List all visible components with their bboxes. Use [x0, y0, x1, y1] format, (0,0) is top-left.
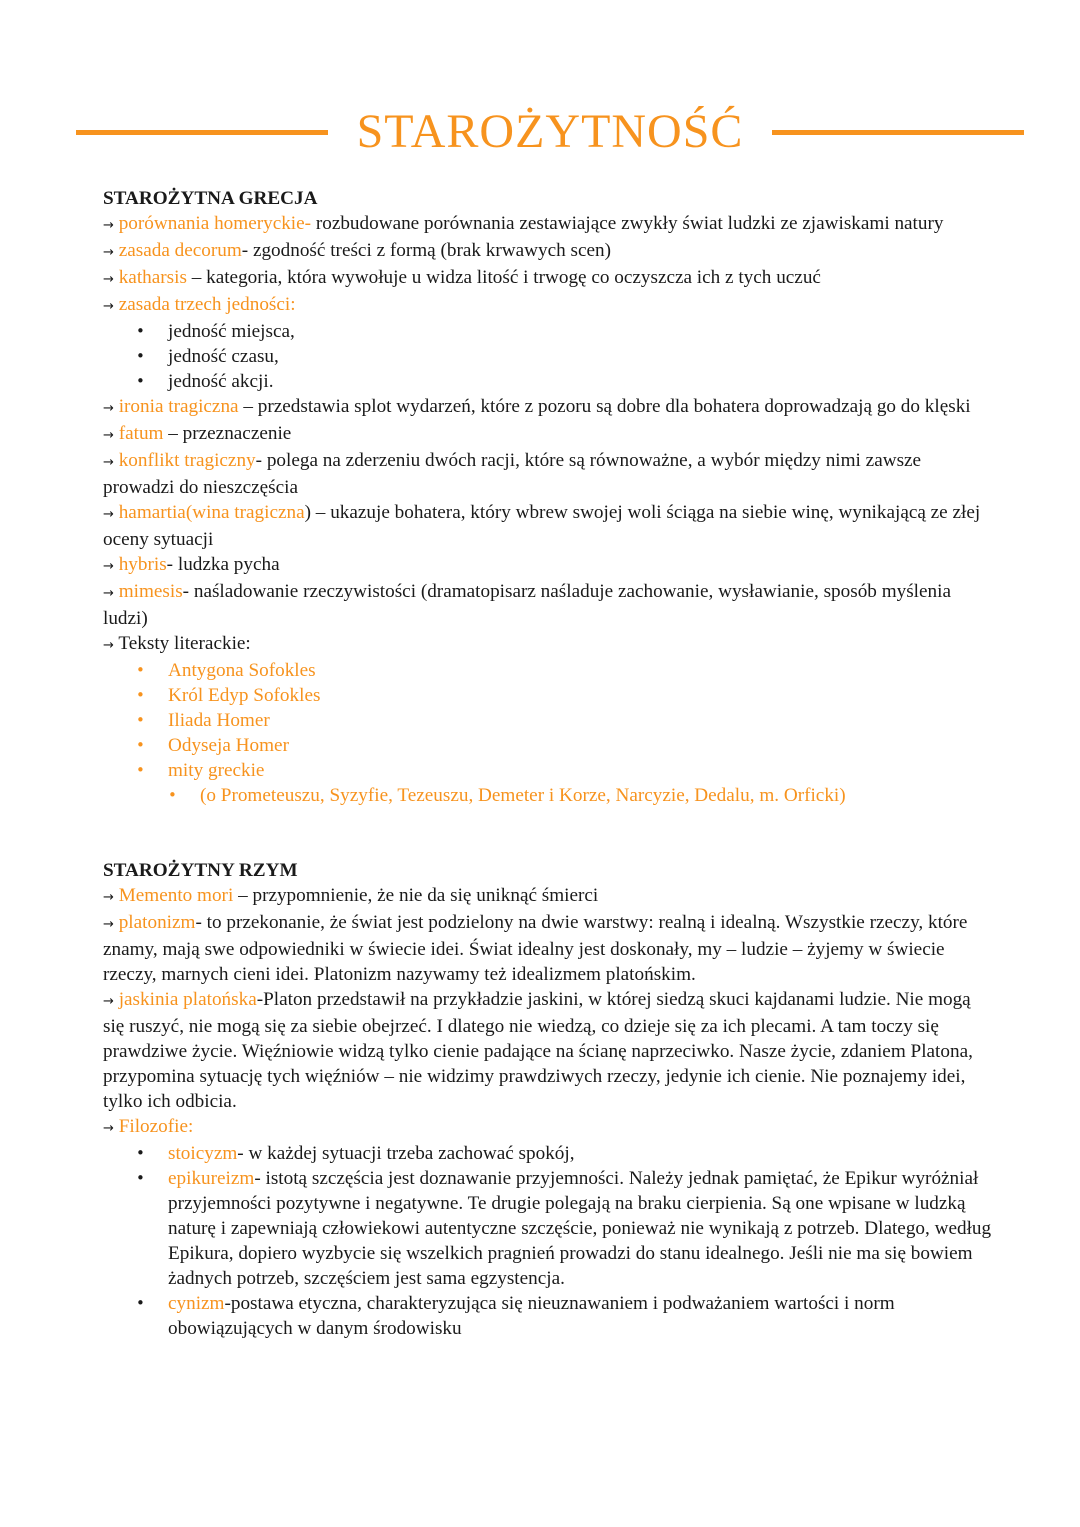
definition: ) – ukazuje bohatera, który wbrew swojej woli ściąga na siebie winę, wynikającą ze złej oceny sytuacji	[103, 502, 981, 550]
term: mimesis	[118, 581, 183, 602]
arrow-icon: →	[103, 917, 114, 932]
bullet-icon: •	[136, 347, 145, 365]
bullet-icon: •	[136, 761, 145, 779]
arrow-icon: →	[103, 218, 114, 233]
term: hybris	[118, 554, 167, 575]
section-heading-greece: STAROŻYTNA GRECJA	[103, 188, 318, 209]
bullet-text: (o Prometeuszu, Syzyfie, Tezeuszu, Demeter i Korze, Narcyzie, Dedalu, m. Orficki)	[200, 785, 846, 806]
list-item	[103, 987, 993, 1114]
bullet-icon: •	[136, 1144, 145, 1162]
definition: - ludzka pycha	[166, 554, 280, 575]
term: fatum	[118, 423, 164, 444]
bullet-text: Król Edyp Sofokles	[168, 685, 321, 706]
list-item	[103, 631, 993, 658]
term: katharsis	[118, 267, 187, 288]
list-item	[103, 238, 993, 265]
list-item	[103, 500, 993, 552]
bullet-item	[103, 319, 993, 344]
definition: - w każdej sytuacji trzeba zachować spokój,	[237, 1143, 575, 1164]
arrow-icon: →	[103, 638, 114, 653]
definition: - polega na zderzeniu dwóch racji, które są równoważne, a wybór między nimi zawsze prowadzi do nieszczęścia	[103, 450, 922, 498]
bullet-item	[103, 1166, 993, 1291]
bullet-text: mity greckie	[168, 760, 265, 781]
arrow-icon: →	[103, 994, 114, 1009]
title-row	[76, 100, 1024, 164]
term: zasada decorum	[118, 240, 242, 261]
arrow-icon: →	[103, 428, 114, 443]
title-rule-left	[76, 130, 328, 135]
bullet-item	[103, 708, 993, 733]
arrow-icon: →	[103, 272, 114, 287]
bullet-text: jedność miejsca,	[168, 321, 295, 342]
bullet-icon: •	[136, 736, 145, 754]
definition: rozbudowane porównania zestawiające zwykły świat ludzki ze zjawiskami natury	[311, 213, 944, 234]
bullet-item	[103, 344, 993, 369]
section-heading-rome: STAROŻYTNY RZYM	[103, 860, 298, 881]
arrow-icon: →	[103, 455, 114, 470]
bullet-icon: •	[136, 711, 145, 729]
definition: – przeznaczenie	[163, 423, 292, 444]
definition: - zgodność treści z formą (brak krwawych scen)	[241, 240, 611, 261]
term: platonizm	[118, 912, 196, 933]
list-item	[103, 421, 993, 448]
bullet-item	[103, 1291, 993, 1341]
list-item	[103, 394, 993, 421]
philosophies-label: Filozofie:	[118, 1116, 194, 1137]
term: cynizm	[168, 1293, 225, 1314]
arrow-icon: →	[103, 507, 114, 522]
bullet-item	[103, 369, 993, 394]
list-item	[103, 265, 993, 292]
bullet-icon: •	[168, 786, 177, 804]
arrow-icon: →	[103, 401, 114, 416]
bullet-icon: •	[136, 1169, 145, 1187]
bullet-text: Odyseja Homer	[168, 735, 289, 756]
definition: -Platon przedstawił na przykładzie jaskini, w której siedzą skuci kajdanami ludzie. Nie mogą się ruszyć, nie mogą się za siebie obejrzeć. I dlatego nie wiedzą, co dzieje się za ich plecami. A tam toczy się prawdziwe życie. Więźniowie widzą tylko cienie padające na ścianę naprzeciwko. Nasze życie, zdaniem Platona, przypomina sytuację tych więźniów – nie widzimy prawdziwych rzeczy, jedynie ich cienie. Nie poznajemy idei, tylko ich odbicia.	[103, 989, 973, 1112]
list-item	[103, 883, 993, 910]
title-rule-right	[772, 130, 1024, 135]
page-title: STAROŻYTNOŚĆ	[356, 105, 744, 158]
definition: – przedstawia splot wydarzeń, które z pozoru są dobre dla bohatera doprowadzają go do klęski	[238, 396, 971, 417]
term: porównania homeryckie-	[118, 213, 312, 234]
list-item	[103, 910, 993, 987]
term: ironia tragiczna	[118, 396, 239, 417]
definition: – przypomnienie, że nie da się uniknąć śmierci	[233, 885, 599, 906]
arrow-icon: →	[103, 299, 114, 314]
arrow-icon: →	[103, 559, 114, 574]
arrow-icon: →	[103, 890, 114, 905]
arrow-icon: →	[103, 245, 114, 260]
term: hamartia(wina tragiczna	[118, 502, 305, 523]
bullet-icon: •	[136, 661, 145, 679]
bullet-text: Antygona Sofokles	[168, 660, 316, 681]
sub-bullet-item	[103, 783, 993, 808]
definition: - istotą szczęścia jest doznawanie przyjemności. Należy jednak pamiętać, że Epikur wyróżniał przyjemności pozytywne i negatywne. Te drugie polegają na braku cierpienia. Są one wpisane w ludzką naturę i zapewniają człowiekowi autentyczne szczęście, ponieważ nie wynikają z potrzeb. Dlatego, według Epikura, dopiero wyzbycie się wszelkich pragnień prowadzi do stanu idealnego. Jeśli nie ma się bowiem żadnych potrzeb, szczęściem jest sama egzystencja.	[168, 1168, 992, 1289]
bullet-icon: •	[136, 686, 145, 704]
list-item	[103, 292, 993, 319]
bullet-item	[103, 658, 993, 683]
term: jaskinia platońska	[118, 989, 257, 1010]
term: epikureizm	[168, 1168, 255, 1189]
bullet-text: jedność akcji.	[168, 371, 274, 392]
bullet-icon: •	[136, 322, 145, 340]
list-item	[103, 579, 993, 631]
bullet-text: Iliada Homer	[168, 710, 270, 731]
bullet-item	[103, 1141, 993, 1166]
arrow-icon: →	[103, 1121, 114, 1136]
bullet-item	[103, 733, 993, 758]
definition: - naśladowanie rzeczywistości (dramatopisarz naśladuje zachowanie, wysławianie, sposób myślenia ludzi)	[103, 581, 951, 629]
bullet-icon: •	[136, 1294, 145, 1312]
term: konflikt tragiczny	[118, 450, 256, 471]
list-item	[103, 552, 993, 579]
bullet-icon: •	[136, 372, 145, 390]
bullet-text: jedność czasu,	[168, 346, 279, 367]
bullet-item	[103, 758, 993, 783]
definition: - to przekonanie, że świat jest podzielony na dwie warstwy: realną i idealną. Wszystkie rzeczy, które znamy, mają swe odpowiedniki w świecie idei. Świat idealny jest doskonały, my – ludzie – żyjemy w świecie rzeczy, marnych cieni idei. Platonizm nazywamy też idealizmem platońskim.	[103, 912, 968, 985]
section-gap	[103, 808, 993, 858]
term: zasada trzech jedności:	[118, 294, 296, 315]
texts-label: Teksty literackie:	[118, 633, 251, 654]
list-item	[103, 1114, 993, 1141]
definition: – kategoria, która wywołuje u widza litość i trwogę co oczyszcza ich z tych uczuć	[186, 267, 821, 288]
bullet-item	[103, 683, 993, 708]
definition: -postawa etyczna, charakteryzująca się nieuznawaniem i podważaniem wartości i norm obowiązujących w danym środowisku	[168, 1293, 895, 1339]
term: stoicyzm	[168, 1143, 238, 1164]
list-item	[103, 448, 993, 500]
arrow-icon: →	[103, 586, 114, 601]
document-body	[103, 186, 993, 1341]
term: Memento mori	[118, 885, 234, 906]
list-item	[103, 211, 993, 238]
